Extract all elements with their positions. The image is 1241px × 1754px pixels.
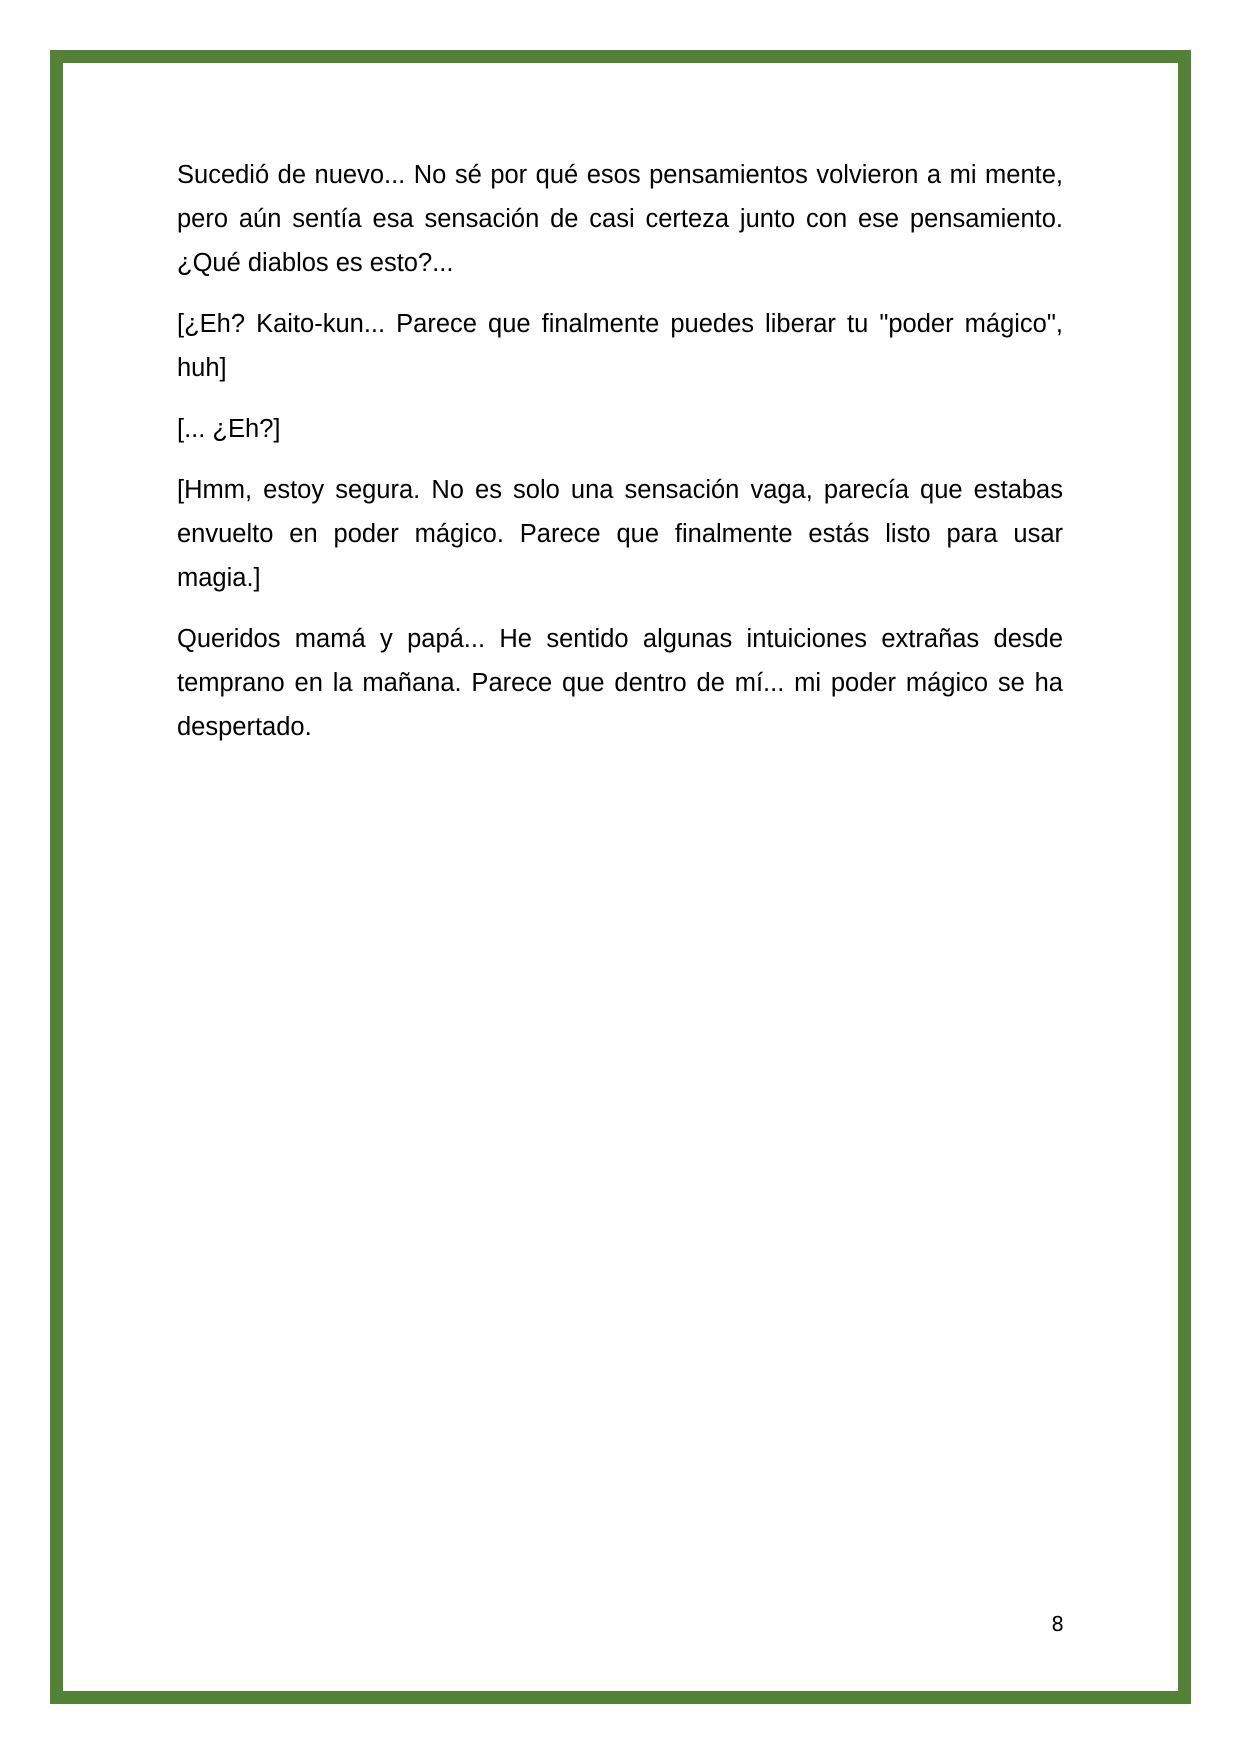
paragraph: [... ¿Eh?] (177, 415, 281, 443)
document-body (177, 153, 1063, 766)
paragraph: [Hmm, estoy segura. No es solo una sensación vaga, parecía que estabas envuelto en poder mágico. Parece que finalmente estás listo para usar magia.] (177, 476, 1063, 592)
paragraph: [¿Eh? Kaito-kun... Parece que finalmente puedes liberar tu "poder mágico", huh] (177, 310, 1063, 382)
paragraph: Queridos mamá y papá... He sentido algunas intuiciones extrañas desde temprano en la mañana. Parece que dentro de mí... mi poder mágico se ha despertado. (177, 625, 1063, 741)
page-number: 8 (1051, 1612, 1064, 1636)
paragraph: Sucedió de nuevo... No sé por qué esos pensamientos volvieron a mi mente, pero aún sentía esa sensación de casi certeza junto con ese pensamiento. ¿Qué diablos es esto?... (177, 161, 1063, 277)
